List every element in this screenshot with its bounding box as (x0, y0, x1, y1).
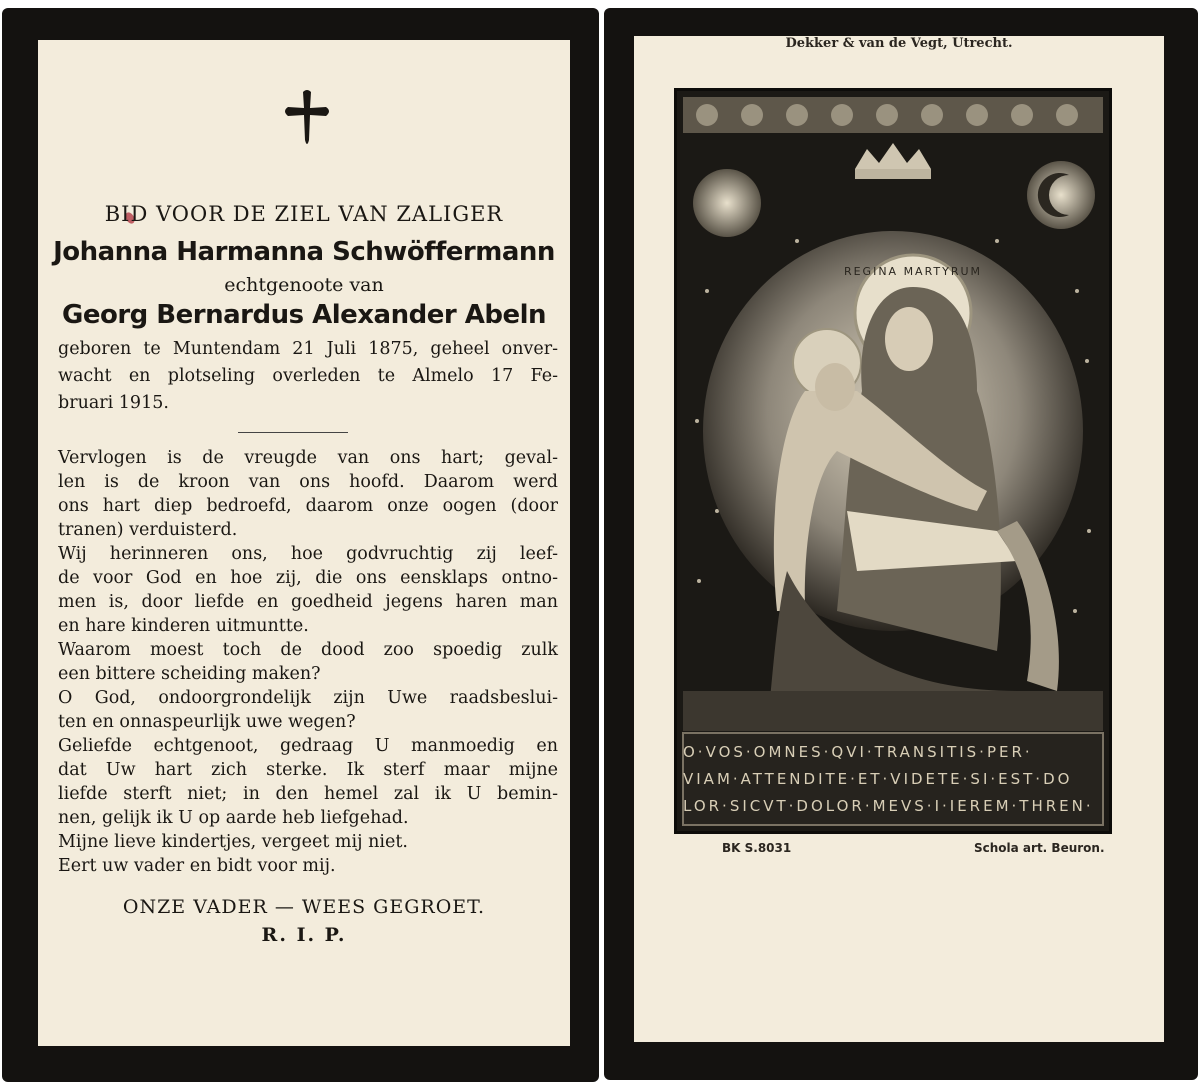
bio-line: geboren te Muntendam 21 Juli 1875, geheel onver- (58, 339, 558, 359)
cross-icon (282, 88, 332, 150)
moon-icon (1027, 161, 1095, 229)
poem-line: en hare kinderen uitmuntte. (58, 616, 309, 636)
poem-line: nen, gelijk ik U op aarde heb liefgehad. (58, 808, 409, 828)
poem-line: Waarom moest toch de dood zoo spoedig zulk (58, 640, 558, 660)
ornament-band (696, 104, 1078, 126)
halo-text: REGINA MARTYRUM (843, 265, 983, 278)
divider (238, 432, 348, 433)
poem-line: dat Uw hart zich sterke. Ik sterf maar mijne (58, 760, 558, 780)
poem-line: men is, door liefde en goedheid jegens haren man (58, 592, 558, 612)
poem-line: tranen) verduisterd. (58, 520, 238, 540)
latin-line: LOR·SICVT·DOLOR·MEVS·I·IEREM·THREN· (683, 797, 1094, 815)
closing-prayer: ONZE VADER — WEES GEGROET. (122, 896, 486, 918)
pieta-artwork (677, 91, 1109, 831)
intro-heading: BID VOOR DE ZIEL VAN ZALIGER (104, 202, 504, 226)
poem-line: Mijne lieve kindertjes, vergeet mij niet. (58, 832, 408, 852)
poem-line: len is de kroon van ons hoofd. Daarom werd (58, 472, 558, 492)
poem-line: O God, ondoorgrondelijk zijn Uwe raadsbeslui- (58, 688, 558, 708)
poem-line: ons hart diep bedroefd, daarom onze oogen (door (58, 496, 558, 516)
plate-credit: Schola art. Beuron. (974, 841, 1105, 855)
memorial-card-left (2, 8, 599, 1082)
rip-text: R. I. P. (261, 924, 347, 946)
bio-line: wacht en plotseling overleden te Almelo 17 Fe- (58, 366, 558, 386)
poem-line: Eert uw vader en bidt voor mij. (58, 856, 336, 876)
latin-line: VIAM·ATTENDITE·ET·VIDETE·SI·EST·DO (683, 770, 1073, 788)
card-paper-left (38, 40, 570, 1046)
poem-line: ten en onnaspeurlijk uwe wegen? (58, 712, 356, 732)
deceased-name: Johanna Harmanna Schwöffermann (53, 237, 555, 267)
relation-text: echtgenoote van (224, 274, 384, 296)
memorial-card-right (604, 8, 1198, 1080)
poem-line: Vervlogen is de vreugde van ons hart; geval- (58, 448, 558, 468)
pieta-illustration (674, 88, 1112, 834)
spouse-name: Georg Bernardus Alexander Abeln (61, 300, 547, 330)
poem-line: een bittere scheiding maken? (58, 664, 321, 684)
poem-line: de voor God en hoe zij, die ons eensklaps ontno- (58, 568, 558, 588)
publisher-imprint: Dekker & van de Vegt, Utrecht. (785, 36, 1013, 51)
card-paper-right (634, 36, 1164, 1042)
poem-line: liefde sterft niet; in den hemel zal ik U bemin- (58, 784, 558, 804)
bio-line: bruari 1915. (58, 393, 169, 413)
poem-line: Wij herinneren ons, hoe godvruchtig zij leef- (58, 544, 558, 564)
latin-line: O·VOS·OMNES·QVI·TRANSITIS·PER· (683, 743, 1033, 761)
latin-inscription (677, 737, 1109, 823)
plate-number: BK S.8031 (722, 841, 792, 855)
poem-line: Geliefde echtgenoot, gedraag U manmoedig en (58, 736, 558, 756)
sun-icon (693, 169, 761, 237)
